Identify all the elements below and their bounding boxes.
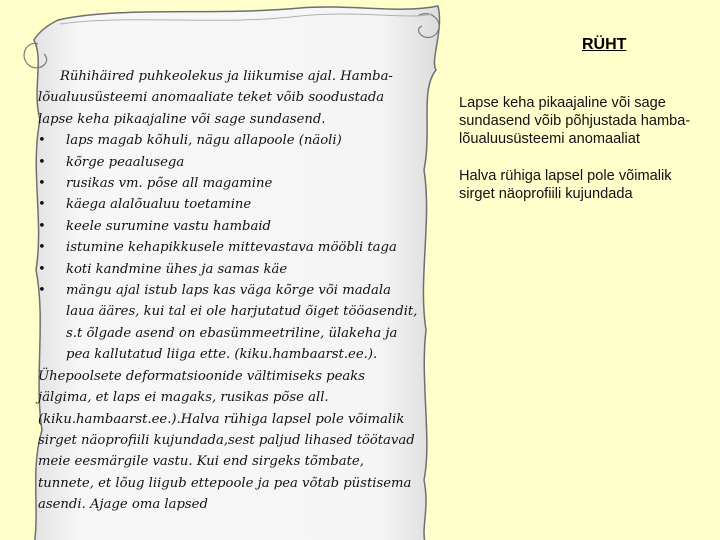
scroll-content (38, 66, 418, 516)
list-item: • laps magab kõhuli, nägu allapoole (näoli) (38, 130, 418, 151)
summary-text (459, 94, 709, 221)
list-item: • istumine kehapikkusele mittevastava mööbli taga (38, 237, 418, 258)
list-item: • rusikas vm. põse all magamine (38, 173, 418, 194)
list-item: • mängu ajal istub laps kas väga kõrge või madala laua ääres, kui tal ei ole harjutatud õiget tööasendit, s.t õlgade asend on ebasümmeetriline, ülakeha ja pea kallutatud liiga ette. (kiku.hambaarst.ee.). (38, 280, 418, 366)
list-item: • keele surumine vastu hambaid (38, 216, 418, 237)
list-item: • kõrge peaalusega (38, 152, 418, 173)
scroll-intro-text: Rühihäired puhkeolekus ja liikumise ajal. Hamba-lõualuusüsteemi anomaaliate teket võib soodustada lapse keha pikaajaline või sage sundasend. (38, 69, 393, 127)
scroll-bullet-list (38, 130, 418, 365)
list-item: • koti kandmine ühes ja samas käe (38, 259, 418, 280)
summary-paragraph-2: Halva rühiga lapsel pole võimalik sirget näoprofiili kujundada (459, 167, 672, 202)
page-title: RÜHT (582, 36, 627, 53)
summary-paragraph-1: Lapse keha pikaajaline või sage sundasend võib põhjustada hamba-lõualuusüsteemi anomaaliat (459, 95, 691, 148)
scroll-closing-text: Ühepoolsete deformatsioonide vältimiseks peaks jälgima, et laps ei magaks, rusikas põse all. (kiku.hambaarst.ee.).Halva rühiga lapsel pole võimalik sirget näoprofiili kujundada,sest paljud lihased töötavad meie eesmärgile vastu. Kui end sirgeks tõmbate, tunnete, et lõug liigub ettepoole ja pea võtab püstisema asendi. Ajage oma lapsed (38, 368, 415, 513)
list-item: • käega alalõualuu toetamine (38, 194, 418, 215)
